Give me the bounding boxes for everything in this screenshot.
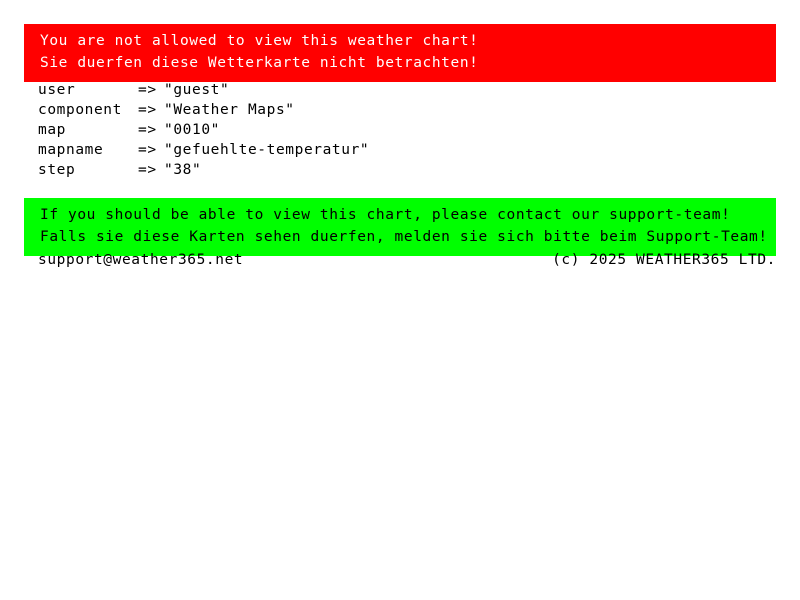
param-arrow: => xyxy=(138,162,157,178)
page-footer xyxy=(38,250,776,270)
param-key: mapname xyxy=(38,142,104,158)
param-value: "Weather Maps" xyxy=(164,102,295,118)
param-key: step xyxy=(38,162,76,178)
param-arrow: => xyxy=(138,82,157,98)
param-arrow: => xyxy=(138,142,157,158)
request-parameters xyxy=(38,80,369,180)
support-banner xyxy=(24,198,776,256)
param-row xyxy=(38,120,369,140)
param-value: "guest" xyxy=(164,82,230,98)
param-value: "0010" xyxy=(164,122,220,138)
error-banner-line-de: Sie duerfen diese Wetterkarte nicht betrachten! xyxy=(40,55,479,71)
support-banner-line-en: If you should be able to view this chart, please contact our support-team! xyxy=(40,207,731,223)
param-arrow: => xyxy=(138,122,157,138)
support-email-link[interactable]: support@weather365.net xyxy=(38,252,244,268)
param-arrow: => xyxy=(138,102,157,118)
copyright-text: (c) 2025 WEATHER365 LTD. xyxy=(552,252,776,268)
param-value: "gefuehlte-temperatur" xyxy=(164,142,370,158)
param-row xyxy=(38,160,369,180)
param-key: user xyxy=(38,82,76,98)
error-banner-line-en: You are not allowed to view this weather chart! xyxy=(40,33,479,49)
param-value: "38" xyxy=(164,162,202,178)
error-banner xyxy=(24,24,776,82)
param-row xyxy=(38,140,369,160)
support-banner-line-de: Falls sie diese Karten sehen duerfen, melden sie sich bitte beim Support-Team! xyxy=(40,229,768,245)
param-key: map xyxy=(38,122,66,138)
param-row xyxy=(38,100,369,120)
param-row xyxy=(38,80,369,100)
param-key: component xyxy=(38,102,122,118)
